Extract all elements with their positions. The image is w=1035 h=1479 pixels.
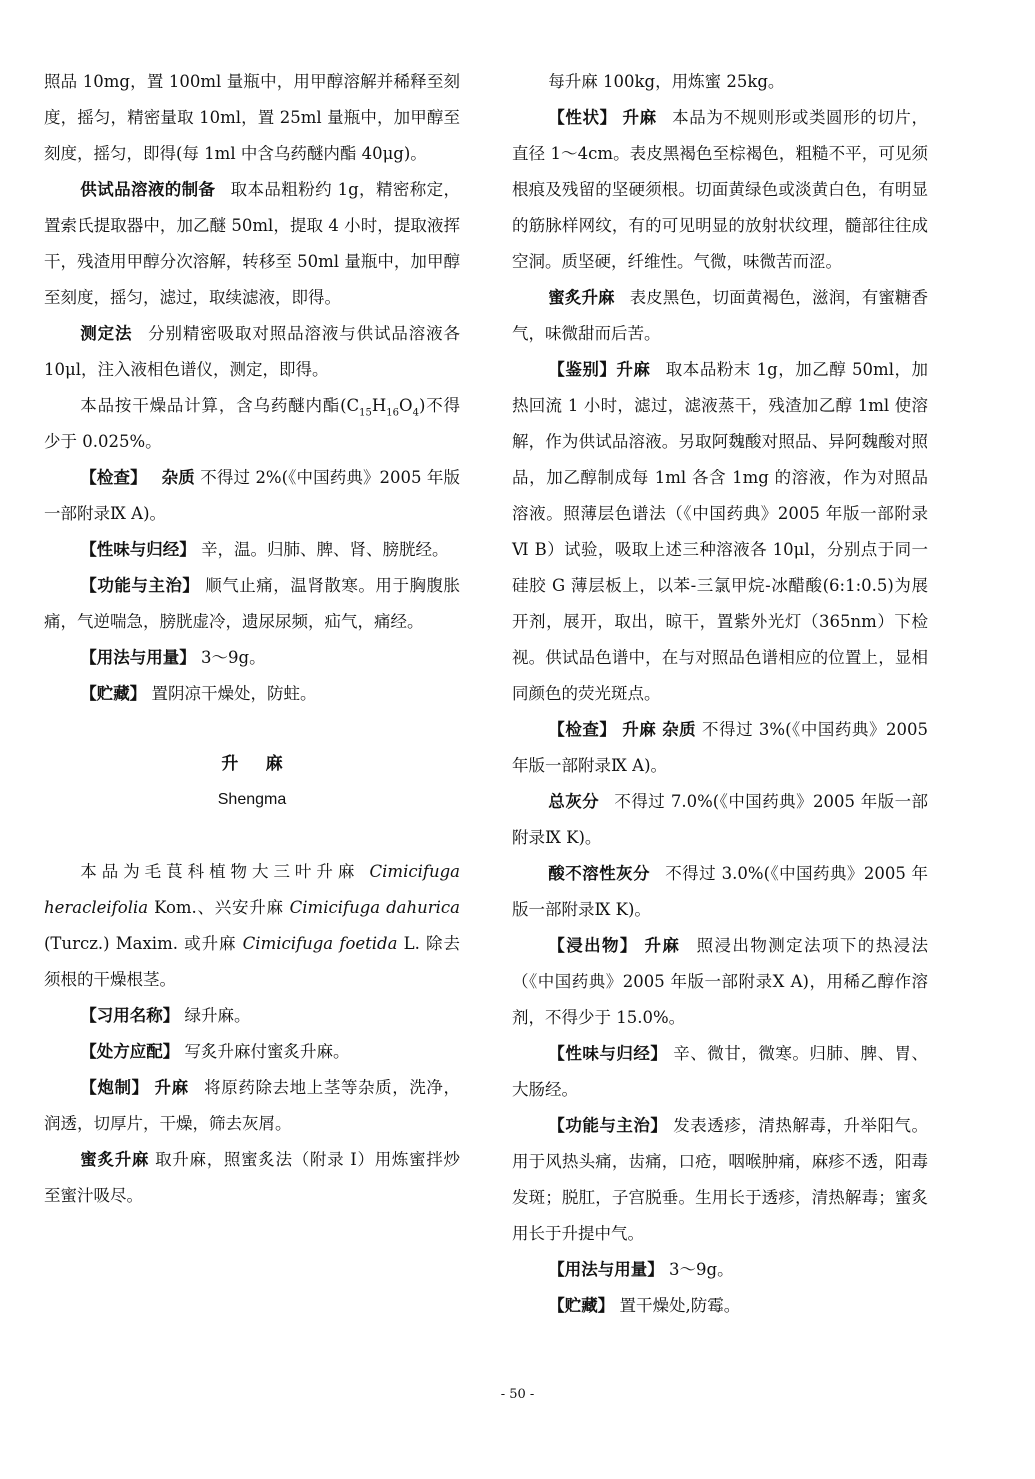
paragraph-function-indication: 【功能与主治】 发表透疹，清热解毒，升举阳气。用于风热头痛，齿痛，口疮，咽喉肿痛，麻疹不透，阳毒发斑；脱肛，子宫脱垂。生用长于透疹，清热解毒；蜜炙用长于升提中气。 <box>512 1116 929 1243</box>
section-heading: 【功能与主治】 <box>80 576 200 595</box>
latin-name: Cimicifuga foetida <box>242 934 398 953</box>
section-heading: 【用法与用量】 <box>80 648 196 667</box>
subsection-heading: 酸不溶性灰分 <box>548 864 650 883</box>
paragraph-assay-method: 测定法 分别精密吸取对照品溶液与供试品溶液各 10μl，注入液相色谱仪，测定，即得。 <box>44 324 461 379</box>
section-heading: 【性味与归经】 <box>80 540 196 559</box>
section-heading: 【浸出物】 <box>548 936 638 955</box>
paragraph-nature-meridian: 【性味与归经】 辛、微甘，微寒。归肺、脾、胃、大肠经。 <box>512 1044 929 1099</box>
paragraph: 照品 10mg，置 100ml 量瓶中，用甲醇溶解并稀释至刻度，摇匀，精密量取 10ml，置 25ml 量瓶中，加甲醇至刻度，摇匀，即得(每 1ml 中含乌药醚内酯 40μg)。 <box>44 72 460 163</box>
subsection-heading: 升麻 <box>616 360 651 379</box>
paragraph-storage: 【贮藏】 置阴凉干燥处，防蛀。 <box>80 684 317 703</box>
section-heading: 【习用名称】 <box>80 1006 180 1025</box>
paragraph-inspection: 【检查】 杂质 不得过 2%(《中国药典》2005 年版一部附录Ⅸ A)。 <box>44 468 461 523</box>
paragraph-acid-insoluble-ash: 酸不溶性灰分 不得过 3.0%(《中国药典》2005 年版一部附录Ⅸ K)。 <box>512 864 929 919</box>
subsection-heading: 蜜炙升麻 <box>80 1150 150 1169</box>
paragraph-storage: 【贮藏】 置干燥处,防霉。 <box>548 1296 741 1315</box>
section-heading: 【处方应配】 <box>80 1042 180 1061</box>
section-heading: 【贮藏】 <box>80 684 147 703</box>
subsection-heading: 升麻 <box>622 720 657 739</box>
section-heading: 【功能与主治】 <box>548 1116 668 1135</box>
paragraph-common-name: 【习用名称】 绿升麻。 <box>80 1006 251 1025</box>
paragraph-inspection: 【检查】 升麻 杂质 不得过 3%(《中国药典》2005 年版一部附录Ⅸ A)。 <box>512 720 929 775</box>
paragraph-extractives: 【浸出物】 升麻 照浸出物测定法项下的热浸法（《中国药典》2005 年版一部附录Ⅹ A)，用稀乙醇作溶剂，不得少于 15.0%。 <box>512 936 929 1027</box>
section-heading: 【检查】 <box>80 468 147 487</box>
paragraph-total-ash: 总灰分 不得过 7.0%(《中国药典》2005 年版一部附录Ⅸ K)。 <box>512 792 929 847</box>
latin-name: Cimicifuga dahurica <box>289 898 461 917</box>
paragraph-honey-characteristics: 蜜炙升麻 表皮黑色，切面黄褐色，滋润，有蜜糖香气，味微甜而后苦。 <box>512 288 929 343</box>
section-heading: 【性状】 <box>548 108 617 127</box>
section-heading: 【性味与归经】 <box>548 1044 668 1063</box>
section-heading: 供试品溶液的制备 <box>80 180 216 199</box>
section-heading: 【检查】 <box>548 720 617 739</box>
subsection-heading: 总灰分 <box>548 792 600 811</box>
paragraph: 每升麻 100kg，用炼蜜 25kg。 <box>548 72 785 91</box>
paragraph-dosage: 【用法与用量】 3～9g。 <box>80 648 266 667</box>
left-column <box>44 64 460 1214</box>
monograph-pinyin: Shengma <box>217 791 287 808</box>
right-column <box>512 64 928 1324</box>
monograph-title: 升麻 <box>221 754 310 774</box>
section-heading: 测定法 <box>80 324 133 343</box>
page-number: - 50 - <box>500 1387 535 1402</box>
section-heading: 【用法与用量】 <box>548 1260 664 1279</box>
subsection-heading: 杂质 <box>662 720 697 739</box>
latin-name: Cimicifuga heracleifolia <box>44 862 461 917</box>
section-heading: 【贮藏】 <box>548 1296 615 1315</box>
paragraph-processing: 【炮制】 升麻 将原药除去地上茎等杂质，洗净，润透，切厚片，干燥，筛去灰屑。 <box>44 1078 461 1133</box>
paragraph-prescription: 【处方应配】 写炙升麻付蜜炙升麻。 <box>80 1042 350 1061</box>
section-heading: 【炮制】 <box>80 1078 149 1097</box>
paragraph-honey-processing: 蜜炙升麻 取升麻，照蜜炙法（附录 I）用炼蜜拌炒至蜜汁吸尽。 <box>44 1150 461 1205</box>
subsection-heading: 蜜炙升麻 <box>548 288 615 307</box>
subsection-heading: 升麻 <box>644 936 681 955</box>
section-heading: 【鉴别】 <box>548 360 617 379</box>
paragraph-identification: 【鉴别】升麻 取本品粉末 1g，加乙醇 50ml，加热回流 1 小时，滤过，滤液蒸干，残渣加乙醇 1ml 使溶解，作为供试品溶液。另取阿魏酸对照品、异阿魏酸对照品，加乙醇制成每 1ml 各含 1mg 的溶液，作为对照品溶液。照薄层色谱法（《中国药典》2005 年版一部附录Ⅵ B）试验，吸取上述三种溶液各 10μl，分别点于同一硅胶 G 薄层板上，以苯-三氯甲烷-冰醋酸(6:1:0.5)为展开剂，展开，取出，晾干，置紫外光灯（365nm）下检视。供试品色谱中，在与对照品色谱相应的位置上，显相同颜色的荧光斑点。 <box>512 360 929 703</box>
paragraph-content-limit: 本品按干燥品计算，含乌药醚内酯$(C_{15}H_{16}O_4)$不得少于 0.025%。 <box>44 396 461 451</box>
paragraph-function-indication: 【功能与主治】 顺气止痛，温肾散寒。用于胸腹胀痛，气逆喘急，膀胱虚冷，遗尿尿频，疝气，痛经。 <box>44 576 461 631</box>
subsection-heading: 升麻 <box>622 108 657 127</box>
paragraph-source: 本品为毛茛科植物大三叶升麻 Cimicifuga heracleifolia Kom.、兴安升麻 Cimicifuga dahurica (Turcz.) Maxim. 或升麻 Cimicifuga foetida L. 除去须根的干燥根茎。 <box>44 862 461 989</box>
paragraph-nature-meridian: 【性味与归经】 辛，温。归肺、脾、肾、膀胱经。 <box>80 540 449 559</box>
subsection-heading: 杂质 <box>161 468 195 487</box>
paragraph-dosage: 【用法与用量】 3～9g。 <box>548 1260 734 1279</box>
paragraph-sample-preparation: 供试品溶液的制备 取本品粗粉约 1g，精密称定，置索氏提取器中，加乙醚 50ml，提取 4 小时，提取液挥干，残渣用甲醇分次溶解，转移至 50ml 量瓶中，加甲醇至刻度，摇匀，滤过，取续滤液，即得。 <box>44 180 460 307</box>
paragraph-characteristics: 【性状】 升麻 本品为不规则形或类圆形的切片，直径 1～4cm。表皮黑褐色至棕褐色，粗糙不平，可见须根痕及残留的坚硬须根。切面黄绿色或淡黄白色，有明显的筋脉样网纹，有的可见明显的放射状纹理，髓部往往成空洞。质坚硬，纤维性。气微，味微苦而涩。 <box>512 108 929 271</box>
subsection-heading: 升麻 <box>154 1078 189 1097</box>
